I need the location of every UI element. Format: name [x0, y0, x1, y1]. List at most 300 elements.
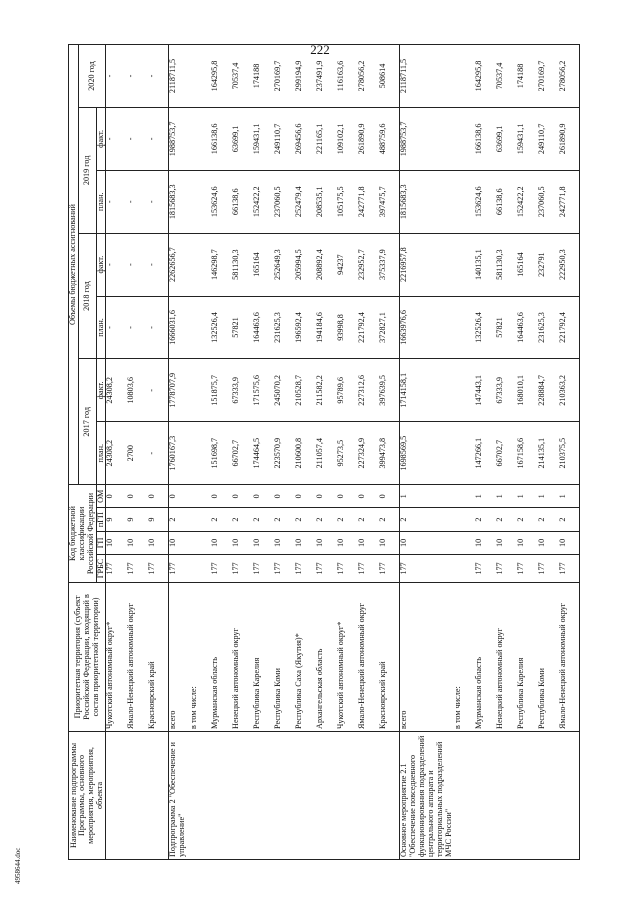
row-label: [274, 731, 295, 859]
plan-2018: -: [148, 296, 169, 359]
code-gp: 10: [475, 531, 496, 554]
code-grbs: 177: [253, 555, 274, 583]
row-label: Основное мероприятие 2.1 "Обеспечение повседневного функционирования подразделений центрального аппарата и территориальных подразделений МЧС России": [400, 731, 454, 859]
code-om: [190, 485, 211, 508]
value-2020: 164295,8: [211, 45, 232, 108]
code-om: 0: [106, 485, 127, 508]
row-label: [379, 731, 400, 859]
value-2020: 70537,4: [232, 45, 253, 108]
header-fact-2018: факт.: [96, 233, 106, 296]
code-om: 0: [379, 485, 400, 508]
code-gp: 10: [169, 531, 190, 554]
code-pgp: 2: [358, 508, 379, 531]
code-grbs: 177: [127, 555, 148, 583]
code-om: 1: [517, 485, 538, 508]
row-label: Подпрограмма 2 "Обеспечение и управление": [169, 731, 190, 859]
code-gp: 10: [148, 531, 169, 554]
row-label: [559, 731, 580, 859]
territory-cell: Республика Карелия: [253, 582, 274, 731]
row-label: [358, 731, 379, 859]
plan-2019: [190, 170, 211, 233]
code-grbs: 177: [400, 555, 454, 583]
code-gp: 10: [358, 531, 379, 554]
code-grbs: 177: [337, 555, 358, 583]
code-gp: 10: [106, 531, 127, 554]
header-volumes: Объемы бюджетных ассигнований: [69, 45, 79, 485]
code-gp: 10: [127, 531, 148, 554]
header-program: Наименование подпрограммы Программы, основного мероприятия, мероприятия, объекта: [69, 731, 106, 859]
budget-table-rotated: [68, 44, 634, 860]
fact-2018: 581130,3: [496, 233, 517, 296]
code-om: 1: [400, 485, 454, 508]
table-row: [127, 45, 148, 860]
row-label: [253, 731, 274, 859]
code-grbs: 177: [379, 555, 400, 583]
plan-2018: 57821: [232, 296, 253, 359]
code-gp: 10: [538, 531, 559, 554]
header-plan-2017: план.: [96, 422, 106, 485]
table-row: [559, 45, 580, 860]
fact-2018: -: [148, 233, 169, 296]
plan-2018: 164463,6: [517, 296, 538, 359]
fact-2017: 168010,1: [517, 359, 538, 422]
code-om: [454, 485, 475, 508]
plan-2017: [454, 422, 475, 485]
fact-2017: 228884,7: [538, 359, 559, 422]
plan-2017: 223570,9: [274, 422, 295, 485]
plan-2017: 1698569,5: [400, 422, 454, 485]
plan-2019: -: [106, 170, 127, 233]
territory-cell: Республика Коми: [538, 582, 559, 731]
territory-cell: в том числе:: [454, 582, 475, 731]
fact-2019: 269456,6: [295, 107, 316, 170]
plan-2019: 237060,5: [538, 170, 559, 233]
fact-2019: 249110,7: [538, 107, 559, 170]
code-om: 0: [127, 485, 148, 508]
territory-cell: Чукотский автономный округ*: [337, 582, 358, 731]
code-pgp: 2: [232, 508, 253, 531]
plan-2018: 132526,4: [475, 296, 496, 359]
code-om: 0: [253, 485, 274, 508]
code-pgp: 2: [295, 508, 316, 531]
code-grbs: 177: [475, 555, 496, 583]
value-2020: 116163,6: [337, 45, 358, 108]
row-label: [517, 731, 538, 859]
fact-2019: 249110,7: [274, 107, 295, 170]
fact-2019: 109102,1: [337, 107, 358, 170]
territory-cell: Мурманская область: [211, 582, 232, 731]
fact-2018: 165164: [517, 233, 538, 296]
table-body: [106, 45, 580, 860]
code-grbs: 177: [517, 555, 538, 583]
fact-2017: 210528,7: [295, 359, 316, 422]
value-2020: [190, 45, 211, 108]
table-row: [517, 45, 538, 860]
plan-2018: 132526,4: [211, 296, 232, 359]
code-om: 0: [295, 485, 316, 508]
code-grbs: 177: [232, 555, 253, 583]
plan-2019: 152422,2: [253, 170, 274, 233]
territory-cell: в том числе:: [190, 582, 211, 731]
code-pgp: 2: [169, 508, 190, 531]
code-pgp: 2: [496, 508, 517, 531]
territory-cell: Ненецкий автономный округ: [232, 582, 253, 731]
table-row: [253, 45, 274, 860]
plan-2019: -: [127, 170, 148, 233]
value-2020: [454, 45, 475, 108]
row-label: [454, 731, 475, 859]
code-grbs: 177: [274, 555, 295, 583]
plan-2017: 210375,5: [559, 422, 580, 485]
value-2020: 278056,2: [358, 45, 379, 108]
row-label: [496, 731, 517, 859]
plan-2017: [190, 422, 211, 485]
code-gp: 10: [337, 531, 358, 554]
territory-cell: всего: [400, 582, 454, 731]
plan-2017: 211057,4: [316, 422, 337, 485]
plan-2018: [190, 296, 211, 359]
territory-cell: Ямало-Ненецкий автономный округ: [358, 582, 379, 731]
header-code-pgp: пГП: [96, 508, 106, 531]
code-gp: 10: [559, 531, 580, 554]
plan-2018: 194184,6: [316, 296, 337, 359]
code-om: 1: [559, 485, 580, 508]
table-row: [106, 45, 127, 860]
fact-2019: -: [127, 107, 148, 170]
fact-2019: [454, 107, 475, 170]
territory-cell: Чукотский автономный округ*: [106, 582, 127, 731]
fact-2018: 232791: [538, 233, 559, 296]
fact-2018: 94237: [337, 233, 358, 296]
value-2020: 278056,2: [559, 45, 580, 108]
fact-2017: [190, 359, 211, 422]
code-pgp: [454, 508, 475, 531]
fact-2019: 221165,1: [316, 107, 337, 170]
plan-2019: 237060,5: [274, 170, 295, 233]
code-pgp: 2: [253, 508, 274, 531]
territory-cell: Архангельская область: [316, 582, 337, 731]
code-grbs: 177: [106, 555, 127, 583]
fact-2017: 397639,5: [379, 359, 400, 422]
plan-2018: 1666031,6: [169, 296, 190, 359]
fact-2018: 252649,3: [274, 233, 295, 296]
table-row: [454, 45, 475, 860]
row-label: [538, 731, 559, 859]
plan-2017: 1760167,3: [169, 422, 190, 485]
page-number: 222: [310, 42, 330, 57]
code-grbs: 177: [358, 555, 379, 583]
plan-2017: 151698,7: [211, 422, 232, 485]
table-row: [379, 45, 400, 860]
code-om: 1: [538, 485, 559, 508]
plan-2017: 174464,5: [253, 422, 274, 485]
territory-cell: Республика Карелия: [517, 582, 538, 731]
code-grbs: 177: [559, 555, 580, 583]
fact-2017: [454, 359, 475, 422]
value-2020: -: [127, 45, 148, 108]
code-om: 1: [475, 485, 496, 508]
fact-2018: -: [127, 233, 148, 296]
code-gp: [190, 531, 211, 554]
plan-2018: 164463,6: [253, 296, 274, 359]
value-2020: 270169,7: [538, 45, 559, 108]
code-gp: 10: [211, 531, 232, 554]
code-pgp: 9: [106, 508, 127, 531]
row-label: [190, 731, 211, 859]
plan-2019: 152422,2: [517, 170, 538, 233]
territory-cell: Республика Коми: [274, 582, 295, 731]
table-row: [148, 45, 169, 860]
table-row: [316, 45, 337, 860]
fact-2017: 151875,7: [211, 359, 232, 422]
fact-2019: 261890,9: [559, 107, 580, 170]
table-row: [496, 45, 517, 860]
code-pgp: 2: [517, 508, 538, 531]
table-row: [211, 45, 232, 860]
code-gp: 10: [253, 531, 274, 554]
code-gp: 10: [295, 531, 316, 554]
code-pgp: 2: [274, 508, 295, 531]
code-pgp: [190, 508, 211, 531]
plan-2017: 95273,5: [337, 422, 358, 485]
value-2020: 174188: [517, 45, 538, 108]
code-gp: 10: [379, 531, 400, 554]
code-grbs: 177: [211, 555, 232, 583]
budget-table: [68, 44, 580, 860]
code-pgp: 2: [559, 508, 580, 531]
plan-2019: 1815683,3: [169, 170, 190, 233]
header-fact-2019: факт.: [96, 107, 106, 170]
value-2020: 299194,9: [295, 45, 316, 108]
row-label: [316, 731, 337, 859]
table-row: [274, 45, 295, 860]
code-om: 0: [337, 485, 358, 508]
value-2020: 174188: [253, 45, 274, 108]
code-om: 1: [496, 485, 517, 508]
fact-2017: 227312,6: [358, 359, 379, 422]
code-pgp: 2: [475, 508, 496, 531]
value-2020: 237491,9: [316, 45, 337, 108]
fact-2019: 1988753,7: [169, 107, 190, 170]
territory-cell: Красноярский край: [379, 582, 400, 731]
fact-2017: 171575,6: [253, 359, 274, 422]
code-grbs: 177: [496, 555, 517, 583]
table-row: [475, 45, 496, 860]
plan-2017: 24308,2: [106, 422, 127, 485]
value-2020: 164295,8: [475, 45, 496, 108]
value-2020: 508614: [379, 45, 400, 108]
code-om: 0: [232, 485, 253, 508]
fact-2017: -: [148, 359, 169, 422]
code-om: 0: [169, 485, 190, 508]
fact-2018: 205994,5: [295, 233, 316, 296]
header-code-grbs: ГРБС: [96, 555, 106, 583]
document-code: 4958644.doc: [14, 847, 22, 884]
fact-2017: 245070,2: [274, 359, 295, 422]
fact-2019: 63699,1: [232, 107, 253, 170]
fact-2017: 95789,6: [337, 359, 358, 422]
fact-2018: 146298,7: [211, 233, 232, 296]
table-row: [232, 45, 253, 860]
plan-2018: 57821: [496, 296, 517, 359]
code-gp: [454, 531, 475, 554]
plan-2017: 214135,1: [538, 422, 559, 485]
plan-2017: 210600,8: [295, 422, 316, 485]
code-pgp: 9: [127, 508, 148, 531]
fact-2018: [190, 233, 211, 296]
plan-2019: -: [148, 170, 169, 233]
header-code-gp: ГП: [96, 531, 106, 554]
plan-2019: 208535,1: [316, 170, 337, 233]
fact-2017: 211582,2: [316, 359, 337, 422]
header-plan-2018: план.: [96, 296, 106, 359]
plan-2018: 196592,4: [295, 296, 316, 359]
fact-2019: 159431,1: [517, 107, 538, 170]
table-row: [538, 45, 559, 860]
plan-2019: 105175,5: [337, 170, 358, 233]
code-pgp: 2: [337, 508, 358, 531]
header-territory: Приоритетная территория (субъект Российской Федерации, входящий в состав приоритетной территории): [69, 582, 106, 731]
fact-2017: 1714158,1: [400, 359, 454, 422]
code-om: 0: [211, 485, 232, 508]
code-pgp: 2: [211, 508, 232, 531]
territory-cell: всего: [169, 582, 190, 731]
fact-2017: 10803,6: [127, 359, 148, 422]
row-label: [148, 731, 169, 859]
plan-2019: 1815683,3: [400, 170, 454, 233]
code-grbs: 177: [316, 555, 337, 583]
table-row: [358, 45, 379, 860]
fact-2018: [454, 233, 475, 296]
header-plan-2019: план.: [96, 170, 106, 233]
plan-2017: 2700: [127, 422, 148, 485]
plan-2019: 66138,6: [232, 170, 253, 233]
plan-2017: -: [148, 422, 169, 485]
code-gp: 10: [274, 531, 295, 554]
fact-2019: -: [148, 107, 169, 170]
code-pgp: 2: [316, 508, 337, 531]
plan-2019: 242771,8: [358, 170, 379, 233]
plan-2018: 231625,3: [274, 296, 295, 359]
plan-2019: 153624,6: [475, 170, 496, 233]
code-pgp: 2: [379, 508, 400, 531]
plan-2019: [454, 170, 475, 233]
code-gp: 10: [496, 531, 517, 554]
value-2020: 2118711,5: [400, 45, 454, 108]
row-label: [295, 731, 316, 859]
fact-2017: 147443,1: [475, 359, 496, 422]
code-pgp: 2: [400, 508, 454, 531]
plan-2017: 147266,1: [475, 422, 496, 485]
value-2020: -: [106, 45, 127, 108]
fact-2017: 210363,2: [559, 359, 580, 422]
plan-2017: 399473,8: [379, 422, 400, 485]
plan-2017: 167158,6: [517, 422, 538, 485]
row-label: [475, 731, 496, 859]
value-2020: 2118711,5: [169, 45, 190, 108]
fact-2019: 166138,6: [475, 107, 496, 170]
plan-2017: 227324,9: [358, 422, 379, 485]
row-label: [211, 731, 232, 859]
header-year-2019: 2019 год: [78, 107, 96, 233]
plan-2018: 93998,8: [337, 296, 358, 359]
row-label: [127, 731, 148, 859]
plan-2019: 242771,8: [559, 170, 580, 233]
fact-2018: 2216957,8: [400, 233, 454, 296]
code-gp: 10: [400, 531, 454, 554]
table-row: [295, 45, 316, 860]
fact-2018: 208892,4: [316, 233, 337, 296]
territory-cell: Красноярский край: [148, 582, 169, 731]
header-code-om: ОМ: [96, 485, 106, 508]
plan-2018: 372827,1: [379, 296, 400, 359]
header-fact-2017: факт.: [96, 359, 106, 422]
plan-2019: 153624,6: [211, 170, 232, 233]
territory-cell: Республика Саха (Якутия)*: [295, 582, 316, 731]
code-grbs: 177: [148, 555, 169, 583]
header-codes: Код бюджетной классификации Российской Федерации: [69, 485, 97, 583]
code-pgp: 2: [538, 508, 559, 531]
plan-2018: 1663976,6: [400, 296, 454, 359]
fact-2019: 261890,9: [358, 107, 379, 170]
code-pgp: 9: [148, 508, 169, 531]
table-row: [400, 45, 454, 860]
plan-2019: 397475,7: [379, 170, 400, 233]
plan-2018: 221792,4: [559, 296, 580, 359]
plan-2017: 66702,7: [232, 422, 253, 485]
code-om: 0: [358, 485, 379, 508]
fact-2018: 140135,1: [475, 233, 496, 296]
table-row: [337, 45, 358, 860]
fact-2019: 166138,6: [211, 107, 232, 170]
table-row: [169, 45, 190, 860]
plan-2018: [454, 296, 475, 359]
row-label: [232, 731, 253, 859]
fact-2018: 581130,3: [232, 233, 253, 296]
code-om: 0: [316, 485, 337, 508]
fact-2018: 165164: [253, 233, 274, 296]
code-gp: 10: [517, 531, 538, 554]
fact-2017: 67333,9: [496, 359, 517, 422]
code-grbs: [190, 555, 211, 583]
code-grbs: 177: [169, 555, 190, 583]
fact-2019: 159431,1: [253, 107, 274, 170]
fact-2018: -: [106, 233, 127, 296]
value-2020: 70537,4: [496, 45, 517, 108]
plan-2017: 66702,7: [496, 422, 517, 485]
fact-2017: 24308,2: [106, 359, 127, 422]
value-2020: -: [148, 45, 169, 108]
header-year-2020: 2020 год: [78, 45, 106, 108]
row-label: [337, 731, 358, 859]
fact-2018: 375337,9: [379, 233, 400, 296]
header-year-2017: 2017 год: [78, 359, 96, 485]
fact-2018: 2262656,7: [169, 233, 190, 296]
plan-2018: 231625,3: [538, 296, 559, 359]
row-label: [106, 731, 127, 859]
code-om: 0: [148, 485, 169, 508]
plan-2019: 66138,6: [496, 170, 517, 233]
code-grbs: 177: [538, 555, 559, 583]
table-row: [190, 45, 211, 860]
code-grbs: 177: [295, 555, 316, 583]
fact-2019: -: [106, 107, 127, 170]
territory-cell: Ямало-Ненецкий автономный округ: [559, 582, 580, 731]
header-year-2018: 2018 год: [78, 233, 96, 359]
fact-2017: 67333,9: [232, 359, 253, 422]
plan-2019: 252479,4: [295, 170, 316, 233]
territory-cell: Ненецкий автономный округ: [496, 582, 517, 731]
